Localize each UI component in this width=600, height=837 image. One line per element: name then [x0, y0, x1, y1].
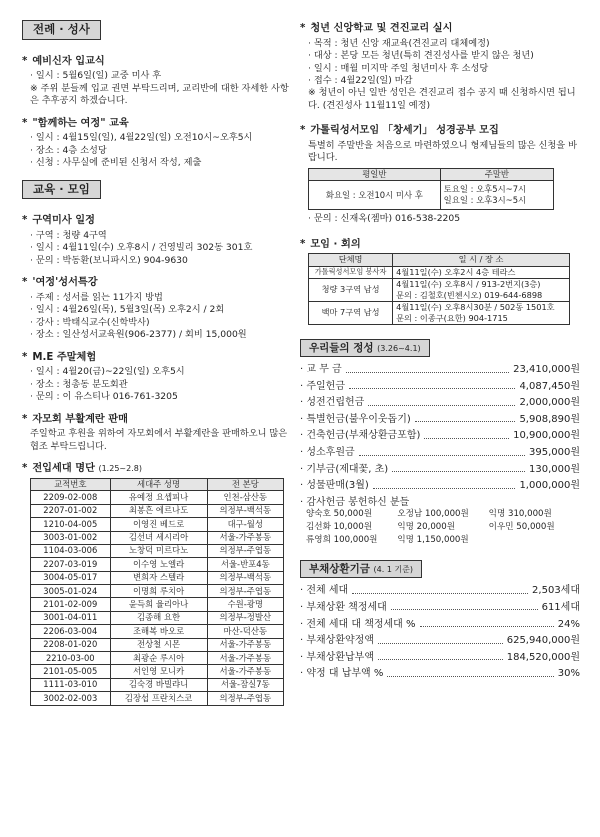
table-row [31, 638, 284, 651]
previous-parish: 의정부-주엽동 [207, 544, 283, 557]
meeting-detail: 4월11일(수) 오후8시 / 913-2번지(3층) 문의 : 김철호(빈첸시오) 019-644-6898 [393, 278, 570, 301]
group-name: 가톨릭성서모임 봉사자 [309, 266, 393, 278]
charity-text: 주일학교 후원을 위하여 자모회에서 부활계란을 판매하오니 많은 협조 부탁드립니다. [30, 428, 288, 452]
member-name: 김숙경 바빌랴니 [110, 678, 207, 691]
member-id: 1111-03-010 [31, 678, 111, 691]
offering-row: · 성전건립헌금 2,000,000원 [300, 397, 580, 409]
member-name: 이수영 노엘라 [110, 558, 207, 571]
star-icon: * [22, 215, 28, 227]
me-title: * M.E 주말체험 [22, 351, 97, 363]
previous-parish: 서울-가주봉동 [207, 652, 283, 665]
debt-row: · 전체 세대 2,503세대 [300, 585, 580, 597]
debt-period: (4. 1 기준) [373, 565, 414, 575]
member-id: 2209-02-008 [31, 491, 111, 504]
member-name: 조해복 바오로 [110, 625, 207, 638]
member-name: 노창덕 미르다노 [110, 544, 207, 557]
district-mass-line: · 구역 : 청량 4구역 [30, 229, 107, 241]
debt-row: · 부채상환 책정세대 611세대 [300, 601, 580, 613]
district-mass-line: · 일시 : 4월11일(수) 오후8시 / 건영빌리 302동 301호 [30, 242, 253, 254]
previous-parish: 마산-덕산동 [207, 625, 283, 638]
offering-row: · 성소후원금 395,000원 [300, 447, 580, 459]
star-icon: * [22, 55, 28, 67]
donor-grid [306, 509, 580, 546]
member-name: 최광순 루시아 [110, 652, 207, 665]
left-column [22, 14, 290, 706]
member-id: 2208-01-020 [31, 638, 111, 651]
meeting-title: * 모임 · 회의 [300, 238, 361, 250]
member-id: 3002-02-003 [31, 692, 111, 705]
previous-parish: 의정부-주엽동 [207, 585, 283, 598]
member-name: 이영진 베드로 [110, 518, 207, 531]
debt-row: · 전체 세대 대 책정세대 % 24% [300, 618, 580, 630]
offering-row: · 건축헌금(부채상환금포함) 10,900,000원 [300, 430, 580, 442]
donor-entry: 익명 1,150,000원 [397, 534, 469, 545]
donor-entry: 이우민 50,000원 [488, 521, 555, 532]
donor-entry: 익명 20,000원 [397, 521, 456, 532]
star-icon: * [300, 125, 306, 137]
star-icon: * [22, 351, 28, 363]
star-icon: * [22, 413, 28, 425]
donor-entry: 오정남 100,000원 [397, 509, 469, 520]
table-row [31, 678, 284, 691]
youth-line: · 일시 : 매월 미지막 주일 청년미사 후 소성당 [308, 62, 489, 74]
member-name: 최봉흔 에르나도 [110, 504, 207, 517]
table-row [31, 504, 284, 517]
member-name: 이명희 루치아 [110, 585, 207, 598]
member-id: 1210-04-005 [31, 518, 111, 531]
carmel-table [308, 168, 554, 210]
offering-row: · 주일헌금 4,087,450원 [300, 380, 580, 392]
previous-parish: 의정부-정발산 [207, 611, 283, 624]
table-row [31, 518, 284, 531]
me-line: · 장소 : 청총동 분도회관 [30, 378, 128, 390]
previous-parish: 서울-가주봉동 [207, 665, 283, 678]
member-name: 유예정 요셉피나 [110, 491, 207, 504]
column-header: 교적번호 [31, 478, 111, 490]
offering-row: · 특별헌금(불우이웃돕기) 5,908,890원 [300, 413, 580, 425]
donor-entry: 김선화 10,000원 [306, 521, 373, 532]
member-id: 1104-03-006 [31, 544, 111, 557]
transfer-table-body [31, 491, 284, 705]
section-header-liturgy: 전례 · 성사 [22, 20, 101, 40]
debt-row: · 부채상환납부액 184,520,000원 [300, 651, 580, 663]
meeting-table [308, 253, 570, 324]
previous-parish: 인천-삼산동 [207, 491, 283, 504]
previous-parish: 서울-잠실7동 [207, 678, 283, 691]
table-row [31, 544, 284, 557]
carmel-title: * 가톨릭성서모임 「창세기」 성경공부 모집 [300, 125, 499, 137]
table-header-row [309, 168, 554, 180]
star-icon: * [300, 238, 306, 250]
previous-parish: 의정부-백석동 [207, 504, 283, 517]
table-row [309, 181, 554, 210]
previous-parish: 수원-광명 [207, 598, 283, 611]
transfer-title: * 전입세대 명단 (1.25~2.8) [22, 463, 142, 475]
offering-list [300, 360, 580, 493]
table-row [31, 611, 284, 624]
table-row [31, 692, 284, 705]
weekend-time: 일요일 : 오후3시~5시 [443, 195, 527, 206]
bible-line: · 강사 : 박태식교수(신학박사) [30, 316, 150, 328]
retreat-line: · 일시 : 4월15일(일), 4월22일(일) 오전10시~오후5시 [30, 132, 253, 144]
table-row [31, 585, 284, 598]
member-id: 2101-05-005 [31, 665, 111, 678]
offering-period: (3.26~4.1) [377, 343, 421, 353]
bible-line: · 일시 : 4월26일(목), 5월3일(목) 오후2시 / 2회 [30, 304, 225, 316]
member-id: 3003-01-002 [31, 531, 111, 544]
previous-parish: 서울-가주봉동 [207, 638, 283, 651]
section-header-education: 교육 · 모임 [22, 180, 101, 200]
column-header: 전 본당 [207, 478, 283, 490]
weekend-class [440, 181, 553, 210]
district-mass-line: · 문의 : 박동환(보니파시오) 904-9630 [30, 254, 188, 266]
table-header-row [31, 478, 284, 490]
group-name: 백마 7구역 남성 [309, 301, 393, 324]
retreat-line: · 장소 : 4층 소성당 [30, 144, 107, 156]
youth-title: * 청년 신앙학교 및 견진교리 실시 [300, 23, 453, 34]
youth-line: · 접수 : 4월22일(일) 마감 [308, 75, 413, 87]
member-id: 3001-04-011 [31, 611, 111, 624]
table-row [309, 266, 570, 278]
star-icon: * [300, 23, 306, 34]
column-header: 단체명 [309, 254, 393, 266]
previous-parish: 대구-월성 [207, 518, 283, 531]
me-line: · 문의 : 이 유스티나 016-761-3205 [30, 391, 178, 403]
member-id: 2101-02-009 [31, 598, 111, 611]
column-header: 평일반 [309, 168, 441, 180]
district-mass-title: * 구역미사 일정 [22, 215, 95, 227]
member-name: 변희자 스텔라 [110, 571, 207, 584]
right-column [300, 22, 580, 681]
retreat-line: · 신청 : 사무실에 준비된 신청서 작성, 제출 [30, 157, 202, 169]
meeting-detail: 4월11일(수) 오후2시 4층 테라스 [393, 266, 570, 278]
previous-parish: 서울-가주봉동 [207, 531, 283, 544]
table-row [31, 531, 284, 544]
star-icon: * [22, 117, 28, 129]
debt-list [300, 581, 580, 681]
offering-row: · 기부금(제대꽃, 초) 130,000원 [300, 463, 580, 475]
member-id: 2210-03-00 [31, 652, 111, 665]
offering-row: · 교 무 금 23,410,000원 [300, 364, 580, 376]
star-icon: * [22, 463, 28, 475]
catechumen-title: * 예비신자 입교식 [22, 55, 105, 67]
catechumen-line: · 일시 : 5월6일(일) 교중 미사 후 [30, 70, 162, 82]
previous-parish: 의정부-주엽동 [207, 692, 283, 705]
carmel-text: 특별히 주말반을 처음으로 마련하였으니 형제님들의 많은 신청을 바랍니다. [308, 140, 577, 164]
bible-line: · 주제 : 성서를 읽는 11가지 방법 [30, 291, 163, 303]
group-name: 청량 3구역 남성 [309, 278, 393, 301]
table-row [31, 652, 284, 665]
thanks-label: · 감사헌금 봉헌하신 분들 [300, 496, 410, 508]
column-header: 일 시 / 장 소 [393, 254, 570, 266]
offering-header: 우리들의 정성 (3.26~4.1) [300, 339, 430, 357]
donor-entry: 익명 310,000원 [488, 509, 552, 520]
table-row [31, 598, 284, 611]
donor-entry: 류영희 100,000원 [306, 534, 378, 545]
member-id: 2207-03-019 [31, 558, 111, 571]
debt-header: 부채상환기금 (4. 1 기준) [300, 560, 422, 578]
weekday-class: 화요일 : 오전10시 미사 후 [309, 181, 441, 210]
debt-row: · 부채상환약정액 625,940,000원 [300, 635, 580, 647]
member-name: 윤득희 율리아나 [110, 598, 207, 611]
youth-line: · 대상 : 본당 모든 청년(특히 견진성사를 받지 않은 청년) [308, 50, 534, 62]
me-line: · 일시 : 4월20(금)~22일(일) 오후5시 [30, 366, 185, 378]
member-name: 전상철 시몬 [110, 638, 207, 651]
retreat-title: * "함께하는 여정" 교육 [22, 117, 129, 129]
carmel-contact: · 문의 : 신재옥(젬마) 016-538-2205 [308, 213, 461, 225]
previous-parish: 서울-반포4동 [207, 558, 283, 571]
member-id: 2207-01-002 [31, 504, 111, 517]
youth-note: ※ 청년이 아닌 일반 성인은 견진교리 접수 공지 때 신청하시면 됩니다. (견진성사 11월11일 예정) [308, 87, 576, 111]
table-row [309, 278, 570, 301]
column-header: 주말반 [440, 168, 553, 180]
weekend-time: 토요일 : 오후5시~7시 [443, 183, 527, 194]
youth-line: · 목적 : 청년 신앙 재교육(견진교리 대체예정) [308, 37, 490, 49]
member-name: 김종해 요한 [110, 611, 207, 624]
transfer-table [30, 478, 284, 706]
table-row [31, 491, 284, 504]
member-name: 김선녀 세시리아 [110, 531, 207, 544]
table-row [31, 558, 284, 571]
previous-parish: 의정부-백석동 [207, 571, 283, 584]
table-row [31, 665, 284, 678]
catechumen-note: ※ 주위 분들께 입교 권면 부탁드리며, 교리반에 대한 자세한 사항은 추후공지 하겠습니다. [30, 82, 289, 107]
debt-row: · 약정 대 납부액 % 30% [300, 668, 580, 680]
transfer-period: (1.25~2.8) [98, 464, 142, 474]
member-id: 3004-05-017 [31, 571, 111, 584]
bible-lecture-title: * '여정'성서특강 [22, 277, 98, 289]
table-row [31, 571, 284, 584]
member-id: 2206-03-004 [31, 625, 111, 638]
donor-entry [489, 535, 580, 547]
member-id: 3005-01-024 [31, 585, 111, 598]
member-name: 김장섭 프란치스코 [110, 692, 207, 705]
meeting-detail: 4월11일(수) 오후8시30분 / 502동 1501호 문의 : 이종구(요한) 904-1715 [393, 301, 570, 324]
table-header-row [309, 254, 570, 266]
member-name: 서인영 모니카 [110, 665, 207, 678]
charity-title: * 자모회 부활계란 판매 [22, 413, 128, 425]
table-row [309, 301, 570, 324]
offering-row: · 성물판매(3월) 1,000,000원 [300, 480, 580, 492]
table-row [31, 625, 284, 638]
bible-line: · 장소 : 일산성서교육원(906-2377) / 회비 15,000원 [30, 329, 247, 341]
column-header: 세대주 성명 [110, 478, 207, 490]
donor-entry: 양숙호 50,000원 [306, 509, 373, 520]
star-icon: * [22, 277, 28, 289]
